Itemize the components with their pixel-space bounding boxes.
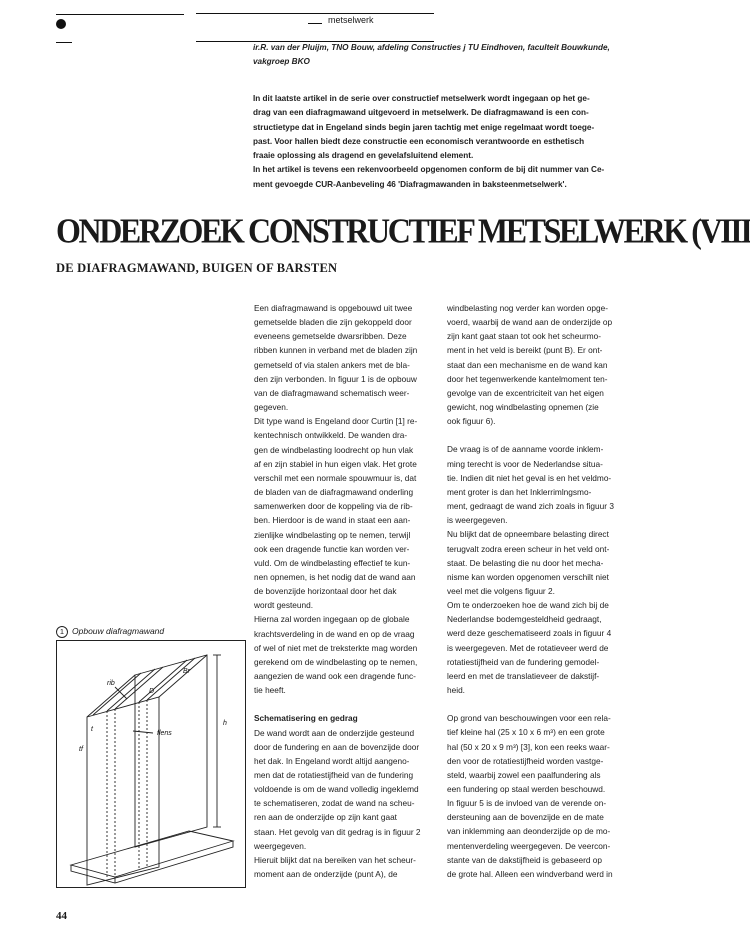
author-line: ir.R. van der Pluijm, TNO Bouw, afdeling Constructies j TU Eindhoven, faculteit Bouwkunde, vakgroep BKO (253, 43, 610, 67)
body-line: In figuur 5 is de invloed van de verende on- (447, 798, 607, 809)
body-line: windbelasting nog verder kan worden opge- (447, 303, 608, 313)
intro-line: fraaie oplossing als dragend en gevelafsluitend element. (253, 151, 474, 161)
body-line: af en zijn stabiel in hun eigen vlak. Het grote (254, 458, 417, 469)
body-line: een fundering op staal werden beschouwd. (447, 784, 606, 794)
column-2 (447, 301, 631, 881)
body-line: ment groter is dan het Inklerrimlngsmo- (447, 486, 592, 497)
label-tf: tf (79, 746, 83, 753)
intro-abstract (253, 92, 641, 192)
page-number: 44 (56, 910, 67, 922)
body-line: krachtsverdeling in de wand en op de vraag (254, 628, 415, 639)
body-line: kentechnisch ontwikkeld. De wanden dra- (254, 430, 408, 441)
front-leaf (87, 697, 159, 885)
body-line: gerekend om de windbelasting op te nemen, (254, 656, 418, 667)
body-line: ribben kunnen in verband met de bladen zijn (254, 345, 418, 356)
body-line: gemetseld of via stalen ankers met de bla- (254, 359, 410, 370)
paragraph-gap (447, 697, 631, 711)
header-rule-left (56, 14, 184, 15)
figure-caption-text: Opbouw diafragmawand (72, 626, 165, 636)
body-line: De vraag is of de aanname voorde inklem- (447, 444, 604, 455)
body-line: de grote hal. Alleen een windverband werd in (447, 868, 613, 879)
body-line: Nu blijkt dat de opneembare belasting direct (447, 529, 609, 540)
body-line: de bladen van de diafragmawand onderling (254, 487, 414, 498)
body-line: Dit type wand is Engeland door Curtin [1] re- (254, 416, 418, 427)
body-line: weergegeven. (254, 840, 307, 851)
body-line: eveneens gemetselde dwarsribben. Deze (254, 331, 407, 342)
figure-number: 1 (56, 626, 68, 638)
body-line: hal (50 x 20 x 9 m³) [3], kon een reeks waar- (447, 741, 610, 752)
body-line: gegeven. (254, 402, 289, 413)
body-line: leerd en met de translatieveer de dakstijf- (447, 670, 600, 681)
body-line: staat. De belasting die nu door het mecha- (447, 557, 604, 568)
paragraph-gap (447, 428, 631, 442)
article-title: ONDERZOEK CONSTRUCTIEF METSELWERK (VIII (56, 211, 750, 250)
label-br: Br (183, 668, 190, 675)
label-rib: rib (107, 680, 115, 687)
body-line: samenwerken door de koppeling via de rib- (254, 501, 413, 512)
figure-caption (56, 626, 164, 638)
body-line: of wel of niet met de treksterkte mag worden (254, 642, 418, 653)
body-line: van inklemming aan deonderzijde op de mo- (447, 826, 611, 837)
body-line: terugvalt zodra ereen scheur in het veld ont- (447, 543, 610, 554)
body-line: den zijn verbonden. In figuur 1 is de opbouw (254, 373, 417, 384)
body-line: tie heeft. (254, 685, 286, 696)
body-line: staat dan een mechanisme en de wand kan (447, 359, 608, 370)
body-line: heid. (447, 685, 465, 696)
body-line: voldoende is om de wand volledig ingeklemd (254, 784, 419, 795)
body-line: nen opnemen, is het nodig dat de wand aan (254, 571, 416, 582)
body-line: Hieruit blijkt dat na bereiken van het scheur- (254, 854, 416, 865)
back-leaf (135, 655, 207, 847)
label-d: D (149, 688, 155, 695)
paragraph-gap (254, 697, 438, 711)
body-line: ook figuur 6). (447, 416, 496, 427)
body-line: gewicht, nog windbelasting opnemen (zie (447, 402, 599, 413)
body-line: men dat de rotatiestijfheid van de fundering (254, 770, 414, 780)
bullet-icon (308, 17, 322, 24)
body-line: is weergegeven. (447, 515, 508, 526)
body-line: verschil met een normale spouwmuur is, dat (254, 472, 417, 483)
body-line: tie. Indien dit niet het geval is en het veldmo- (447, 472, 612, 483)
body-line: tief kleine hal (25 x 10 x 6 m³) en een grote (447, 727, 605, 738)
section-name: metselwerk (328, 15, 374, 25)
body-line: Hierna zal worden ingegaan op de globale (254, 614, 410, 625)
header-rule-right (196, 13, 434, 14)
body-line: ming terecht is voor de Nederlandse situa- (447, 458, 603, 469)
body-line: den voor de rotatiestijfheid worden vastge- (447, 755, 604, 766)
diafragmawand-drawing (57, 641, 245, 887)
article-subtitle: DE DIAFRAGMAWAND, BUIGEN OF BARSTEN (56, 261, 338, 275)
body-line: ook een dragende functie kan worden ver- (254, 543, 410, 554)
body-line: vuld. Om de windbelasting effectief te kun- (254, 557, 411, 568)
body-line: staan. Het gevolg van dit gedrag is in figuur 2 (254, 826, 421, 837)
body-line: De wand wordt aan de onderzijde gesteund (254, 727, 415, 738)
intro-line: ment gevoegde CUR-Aanbeveling 46 'Diafragmawanden in baksteenmetselwerk'. (253, 179, 567, 189)
body-line: nisme kan worden opgenomen verschilt niet (447, 571, 609, 582)
body-line: ren aan de onderzijde op zijn kant gaat (254, 812, 397, 823)
body-line: aangezien de wand ook een dragende func- (254, 671, 416, 682)
body-line: de bovenzijde horizontaal door het dak (254, 586, 397, 597)
body-line: door het tegenwerkende kantelmoment ten- (447, 373, 608, 384)
body-line: moment aan de onderzijde (punt A), de (254, 869, 398, 880)
body-line: ment in het veld is bereikt (punt B). Er ont- (447, 345, 603, 356)
intro-line: past. Voor hallen biedt deze constructie een economisch verantwoorde en esthetisch (253, 136, 585, 146)
body-line: door de fundering en aan de bovenzijde door (254, 741, 420, 752)
body-line: dersteuning aan de bovenzijde en de mate (447, 812, 604, 823)
body-line: Een diafragmawand is opgebouwd uit twee (254, 303, 413, 313)
body-line: Op grond van beschouwingen voor een rela- (447, 713, 611, 724)
intro-line: In het artikel is tevens een rekenvoorbeeld opgenomen conform de bij dit nummer van Ce- (253, 165, 605, 175)
running-header (308, 15, 374, 25)
label-t: t (91, 726, 93, 733)
column-1 (254, 301, 438, 881)
body-line: het dak. In Engeland wordt altijd aangeno- (254, 755, 410, 766)
body-line: Om te onderzoeken hoe de wand zich bij de (447, 600, 609, 611)
body-line: te schematiseren, zodat de wand na scheu- (254, 798, 415, 809)
body-line: ment, gedraagt de wand zich zoals in figuur 3 (447, 501, 614, 512)
body-line: voerd, waarbij de wand aan de onderzijde op (447, 317, 613, 328)
body-line: wordt gesteund. (254, 600, 314, 611)
body-line: mentenverdeling weergegeven. De veercon- (447, 840, 611, 851)
body-line: van de diafragmawand schematisch weer- (254, 387, 410, 398)
body-line: ben. Hierdoor is de wand in staat een aan- (254, 515, 411, 526)
body-line: Nederlandse bodemgesteldheid gedraagt, (447, 614, 602, 625)
figure-1-diagram (56, 640, 246, 888)
body-line: steld, waarbij zowel een paalfundering als (447, 769, 601, 780)
body-line: zijn kant gaat staan tot ook het scheurmo- (447, 331, 602, 342)
body-line: werd deze geschematiseerd zoals in figuur 4 (447, 628, 612, 639)
header-bullet-icon (56, 19, 66, 29)
body-line: gen de windbelasting loodrecht op hun vlak (254, 444, 414, 455)
label-h: h (223, 720, 227, 727)
intro-line: structietype dat in Engeland sinds begin jaren tachtig met enige regelmaat wordt toege- (253, 122, 595, 132)
header-short-rule (56, 42, 72, 43)
body-line: veel met die volgens figuur 2. (447, 585, 555, 596)
body-line: zienlijke windbelasting op te nemen, terwijl (254, 529, 411, 540)
body-line: is weergegeven. Met de rotatieveer werd de (447, 642, 609, 653)
intro-line: drag van een diafragmawand uitgevoerd in metselwerk. De diafragmawand is een con- (253, 108, 589, 118)
body-line: stante van de dakstijfheid is gebaseerd op (447, 854, 602, 865)
body-line: rotatiestijfheid van de fundering gemodel- (447, 656, 600, 667)
section-heading: Schematisering en gedrag (254, 713, 358, 724)
label-flens: flens (157, 730, 172, 737)
body-line: gemetselde bladen die zijn gekoppeld door (254, 317, 412, 328)
intro-line: In dit laatste artikel in de serie over constructief metselwerk wordt ingegaan op het ge- (253, 94, 590, 103)
body-line: gevolge van de excentriciteit van het eigen (447, 387, 604, 398)
